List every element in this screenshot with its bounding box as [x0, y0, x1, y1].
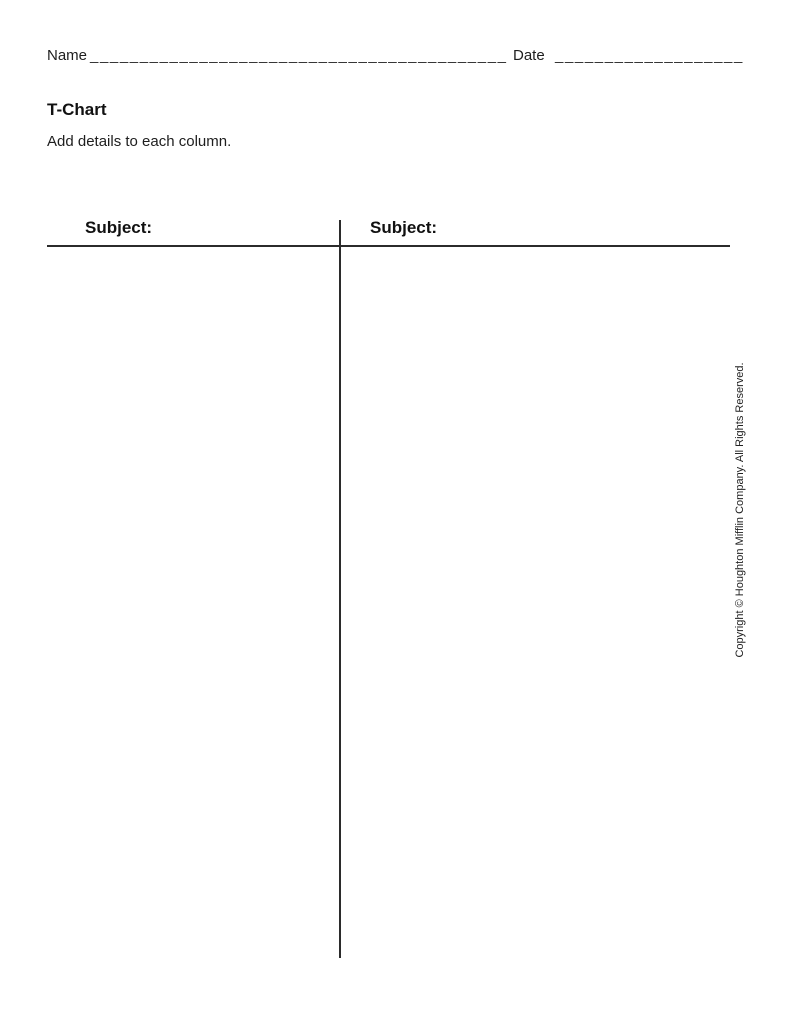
- instructions-text: Add details to each column.: [47, 133, 232, 150]
- date-label: Date: [513, 47, 545, 64]
- name-blank-line: __________________________________________: [90, 47, 508, 64]
- tchart-horizontal-rule: [47, 245, 730, 247]
- right-column-header: Subject:: [370, 218, 438, 237]
- left-column-header: Subject:: [85, 218, 153, 237]
- page-title: T-Chart: [47, 100, 107, 119]
- date-blank-line: ___________________: [555, 47, 744, 64]
- left-column-area: [47, 248, 337, 956]
- name-label: Name: [47, 47, 88, 64]
- tchart-vertical-rule: [339, 220, 341, 958]
- right-column-area: [342, 248, 730, 956]
- copyright-notice: Copyright © Houghton Mifflin Company. All Rights Reserved.: [734, 362, 746, 658]
